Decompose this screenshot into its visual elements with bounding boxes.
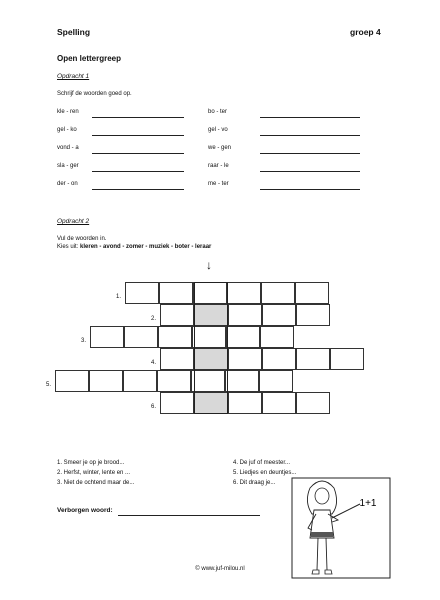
page-title: Spelling — [57, 27, 91, 37]
word-pair-left: sla - ger — [57, 163, 79, 169]
choice-words: kleren - avond - zomer - muziek - boter - leraar — [80, 244, 212, 250]
crossword-cell[interactable] — [228, 304, 262, 326]
answer-line-right[interactable] — [260, 153, 360, 154]
footer-credit: © www.juf-milou.nl — [195, 566, 245, 572]
crossword-cell[interactable] — [160, 304, 194, 326]
row-number: 1. — [116, 294, 122, 300]
word-pair-right: bo - ter — [208, 109, 228, 115]
crossword-cell[interactable] — [125, 282, 159, 304]
section-title: Open lettergreep — [57, 54, 122, 63]
crossword-cell[interactable] — [158, 326, 192, 348]
answer-line-right[interactable] — [260, 135, 360, 136]
word-pair-left: der - on — [57, 181, 78, 187]
crossword-cell[interactable] — [55, 370, 89, 392]
crossword-cell[interactable] — [160, 348, 194, 370]
choose-prefix: Kies uit: — [57, 244, 79, 250]
row-number: 4. — [151, 360, 157, 366]
clue-5: 5. Liedjes en deuntjes... — [233, 470, 297, 476]
hidden-word-label: Verborgen woord: — [57, 507, 113, 514]
crossword-cell[interactable] — [228, 392, 262, 414]
answer-line-left[interactable] — [92, 189, 184, 190]
row-number: 5. — [46, 382, 52, 388]
crossword-cell[interactable] — [225, 370, 259, 392]
crossword-cell[interactable] — [228, 348, 262, 370]
word-pair-left: vond - a — [57, 145, 79, 151]
answer-line-left[interactable] — [92, 153, 184, 154]
clue-4: 4. De juf of meester... — [233, 460, 291, 466]
arrow-down-icon: ↓ — [206, 258, 212, 272]
clue-6: 6. Dit draag je... — [233, 480, 276, 486]
crossword-cell[interactable] — [260, 326, 294, 348]
assignment1-label: Opdracht 1 — [57, 73, 90, 80]
hidden-word-line[interactable] — [118, 515, 260, 516]
crossword-cell[interactable] — [259, 370, 293, 392]
crossword-cell[interactable] — [90, 326, 124, 348]
row-number: 6. — [151, 404, 157, 410]
clue-1: 1. Smeer je op je brood... — [57, 460, 125, 466]
word-choices — [57, 244, 211, 250]
crossword-cell[interactable] — [330, 348, 364, 370]
word-pair-left: gel - ko — [57, 127, 77, 133]
board-text: 1+1 — [359, 498, 377, 509]
crossword-cell[interactable] — [123, 370, 157, 392]
assignment1-instruction: Schrijf de woorden goed op. — [57, 91, 132, 97]
crossword-cell[interactable] — [296, 304, 330, 326]
crossword-cell[interactable] — [89, 370, 123, 392]
hidden-word-column — [194, 282, 228, 414]
crossword-cell[interactable] — [227, 282, 261, 304]
answer-line-right[interactable] — [260, 117, 360, 118]
crossword-cell[interactable] — [296, 392, 330, 414]
answer-line-left[interactable] — [92, 135, 184, 136]
crossword-cell[interactable] — [262, 348, 296, 370]
answer-line-right[interactable] — [260, 171, 360, 172]
crossword-cell[interactable] — [261, 282, 295, 304]
group-label: groep 4 — [350, 27, 381, 37]
crossword-cell[interactable] — [262, 304, 296, 326]
assignment2-instruction: Vul de woorden in. — [57, 236, 107, 242]
crossword-cell[interactable] — [159, 282, 193, 304]
crossword-cell[interactable] — [157, 370, 191, 392]
word-pair-right: raar - le — [208, 163, 229, 169]
crossword-cell[interactable] — [296, 348, 330, 370]
answer-line-left[interactable] — [92, 117, 184, 118]
row-number: 2. — [151, 316, 157, 322]
crossword-cell[interactable] — [262, 392, 296, 414]
assignment2-label: Opdracht 2 — [57, 218, 90, 225]
clue-2: 2. Herfst, winter, lente en ... — [57, 470, 131, 476]
clue-3: 3. Niet de ochtend maar de... — [57, 480, 135, 486]
crossword-cell[interactable] — [226, 326, 260, 348]
word-pair-left: kle - ren — [57, 109, 79, 115]
crossword-cell[interactable] — [160, 392, 194, 414]
answer-line-right[interactable] — [260, 189, 360, 190]
row-number: 3. — [81, 338, 87, 344]
word-pair-right: me - ter — [208, 181, 229, 187]
crossword-cell[interactable] — [124, 326, 158, 348]
answer-line-left[interactable] — [92, 171, 184, 172]
crossword-cell[interactable] — [295, 282, 329, 304]
word-pair-right: gel - vo — [208, 127, 228, 133]
word-pair-right: we - gen — [208, 145, 232, 151]
